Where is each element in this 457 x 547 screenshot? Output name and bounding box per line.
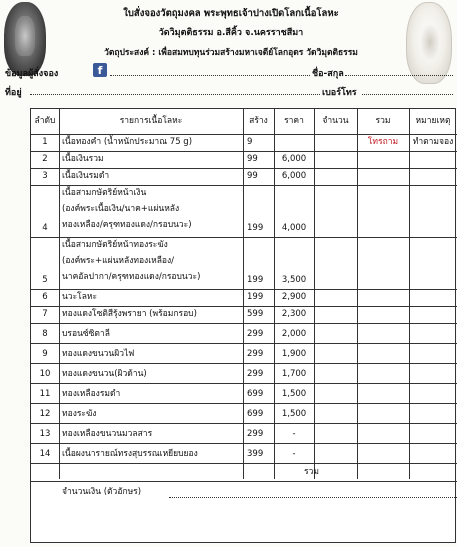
item-name-line: เนื้อสามกษัตริย์หน้าเงิน <box>62 188 147 198</box>
item-name-line: บรอนซ์ซิตาลี <box>62 329 110 339</box>
amount-in-words-field[interactable] <box>169 497 457 498</box>
item-name-line: เนื้อเงินรมดำ <box>62 171 110 181</box>
buddha-amulet-metal-image <box>4 2 46 76</box>
made-count: 299 <box>247 429 264 439</box>
header-made: สร้าง <box>249 116 268 126</box>
item-name-line: ทองเหลือง/ครุฑทองแดง/กรอบนวะ) <box>62 220 192 230</box>
row-divider <box>31 168 457 169</box>
made-count: 99 <box>247 171 258 181</box>
note-value[interactable]: ทำตามจอง <box>412 137 454 147</box>
amount-in-words-label: จำนวนเงิน (ตัวอักษร) <box>62 487 142 497</box>
price-value: 1,700 <box>281 369 307 379</box>
sum-label: รวม <box>304 467 319 477</box>
order-table <box>30 108 456 543</box>
item-name-line: เนื้อทองคำ (น้ำหนักประมาณ 75 g) <box>62 137 193 147</box>
orderer-dotted-line[interactable] <box>110 75 310 76</box>
row-divider <box>31 403 457 404</box>
made-count: 199 <box>247 275 264 285</box>
made-count: 299 <box>247 369 264 379</box>
made-count: 599 <box>247 309 264 319</box>
item-name-line: (องค์พระเนื้อเงิน/นาค+แผ่นหลัง <box>62 204 180 214</box>
purpose-text: วัตถุประสงค์ : เพื่อสมทบทุนร่วมสร้างมหาเจดีย์โลกอุดร วัดวิมุตติธรรม <box>104 48 358 58</box>
price-value: 2,000 <box>281 329 307 339</box>
header-count: จำนวน <box>322 116 349 126</box>
made-count: 9 <box>247 137 253 147</box>
made-count: 199 <box>247 292 264 302</box>
row-divider <box>31 323 457 324</box>
row-number: 6 <box>42 292 48 302</box>
item-name-line: (องค์พระ+แผ่นหลังทองเหลือง/ <box>62 256 175 266</box>
item-name-line: นาคอัลปากา/ครุฑทองแดง/กรอบนวะ) <box>62 272 201 282</box>
row-number: 4 <box>42 223 48 233</box>
row-divider <box>31 185 457 186</box>
row-divider <box>31 237 457 238</box>
price-value: 3,500 <box>281 275 307 285</box>
made-count: 699 <box>247 409 264 419</box>
item-name-line: นวะโลหะ <box>62 292 98 302</box>
price-value: 1,500 <box>281 409 307 419</box>
row-divider <box>31 134 457 135</box>
form-title: ใบสั่งจองวัตถุมงคล พระพุทธเจ้าปางเปิดโลกเนื้อโลหะ <box>123 8 339 19</box>
header-item: รายการเนื้อโลหะ <box>119 116 183 126</box>
price-value: - <box>292 449 296 459</box>
row-divider <box>31 423 457 424</box>
row-number: 10 <box>39 369 51 379</box>
row-divider <box>31 363 457 364</box>
total-value[interactable]: โทรถาม <box>367 137 399 147</box>
name-label: ชื่อ-สกุล <box>312 69 344 79</box>
row-number: 8 <box>42 329 48 339</box>
item-name-line: เนื้อผงนารายณ์ทรงสุบรรณเหยียบยอง <box>62 449 198 459</box>
made-count: 399 <box>247 449 264 459</box>
item-name-line: เนื้อสามกษัตริย์หน้าทองระฆัง <box>62 240 168 250</box>
item-name-line: ทองแดงขนวน(ผิวด้าน) <box>62 369 147 379</box>
row-divider <box>31 481 457 482</box>
header-price: ราคา <box>284 116 304 126</box>
row-number: 12 <box>39 409 51 419</box>
item-name-line: ทองแดงโซติสีรุ้งพรายา (พร้อมกรอบ) <box>62 309 197 319</box>
price-value: 4,000 <box>281 223 307 233</box>
row-number: 1 <box>42 137 48 147</box>
row-number: 14 <box>39 449 51 459</box>
item-name-line: ทองระฆัง <box>62 409 97 419</box>
price-value: 1,900 <box>281 349 307 359</box>
price-value: 2,900 <box>281 292 307 302</box>
price-value: 6,000 <box>281 171 307 181</box>
item-name-line: ทองแดงขนวนผิวไฟ <box>62 349 135 359</box>
header-note: หมายเหตุ <box>415 116 451 126</box>
row-divider <box>31 289 457 290</box>
made-count: 699 <box>247 389 264 399</box>
price-value: - <box>292 429 296 439</box>
row-number: 13 <box>39 429 51 439</box>
name-dotted-line[interactable] <box>345 75 453 76</box>
item-name-line: ทองเหลืองขนวนมวลสาร <box>62 429 153 439</box>
made-count: 199 <box>247 223 264 233</box>
row-number: 2 <box>42 154 48 164</box>
row-divider <box>31 443 457 444</box>
row-number: 9 <box>42 349 48 359</box>
row-number: 5 <box>42 275 48 285</box>
facebook-icon: f <box>93 63 107 77</box>
price-value: 6,000 <box>281 154 307 164</box>
address-dotted-line[interactable] <box>30 94 320 95</box>
made-count: 299 <box>247 329 264 339</box>
row-divider <box>31 463 457 464</box>
row-number: 7 <box>42 309 48 319</box>
row-divider <box>31 151 457 152</box>
phone-dotted-line[interactable] <box>362 94 453 95</box>
row-number: 3 <box>42 171 48 181</box>
price-value: 2,300 <box>281 309 307 319</box>
made-count: 99 <box>247 154 258 164</box>
address-label: ที่อยู่ <box>5 88 22 98</box>
header-no: ลำดับ <box>34 116 56 126</box>
row-divider <box>31 343 457 344</box>
row-divider <box>31 306 457 307</box>
temple-name: วัดวิมุตติธรรม อ.สีคิ้ว จ.นครราชสีมา <box>158 28 304 38</box>
item-name-line: ทองเหลืองรมดำ <box>62 389 121 399</box>
orderer-label: ข้อมูลผู้สั่งจอง <box>5 69 59 79</box>
price-value: 1,500 <box>281 389 307 399</box>
item-name-line: เนื้อเงินรวม <box>62 154 104 164</box>
phone-label: เบอร์โทร <box>322 88 357 98</box>
buddha-amulet-white-image <box>406 2 452 84</box>
made-count: 299 <box>247 349 264 359</box>
row-number: 11 <box>39 389 51 399</box>
header-total: รวม <box>375 116 391 126</box>
row-divider <box>31 383 457 384</box>
